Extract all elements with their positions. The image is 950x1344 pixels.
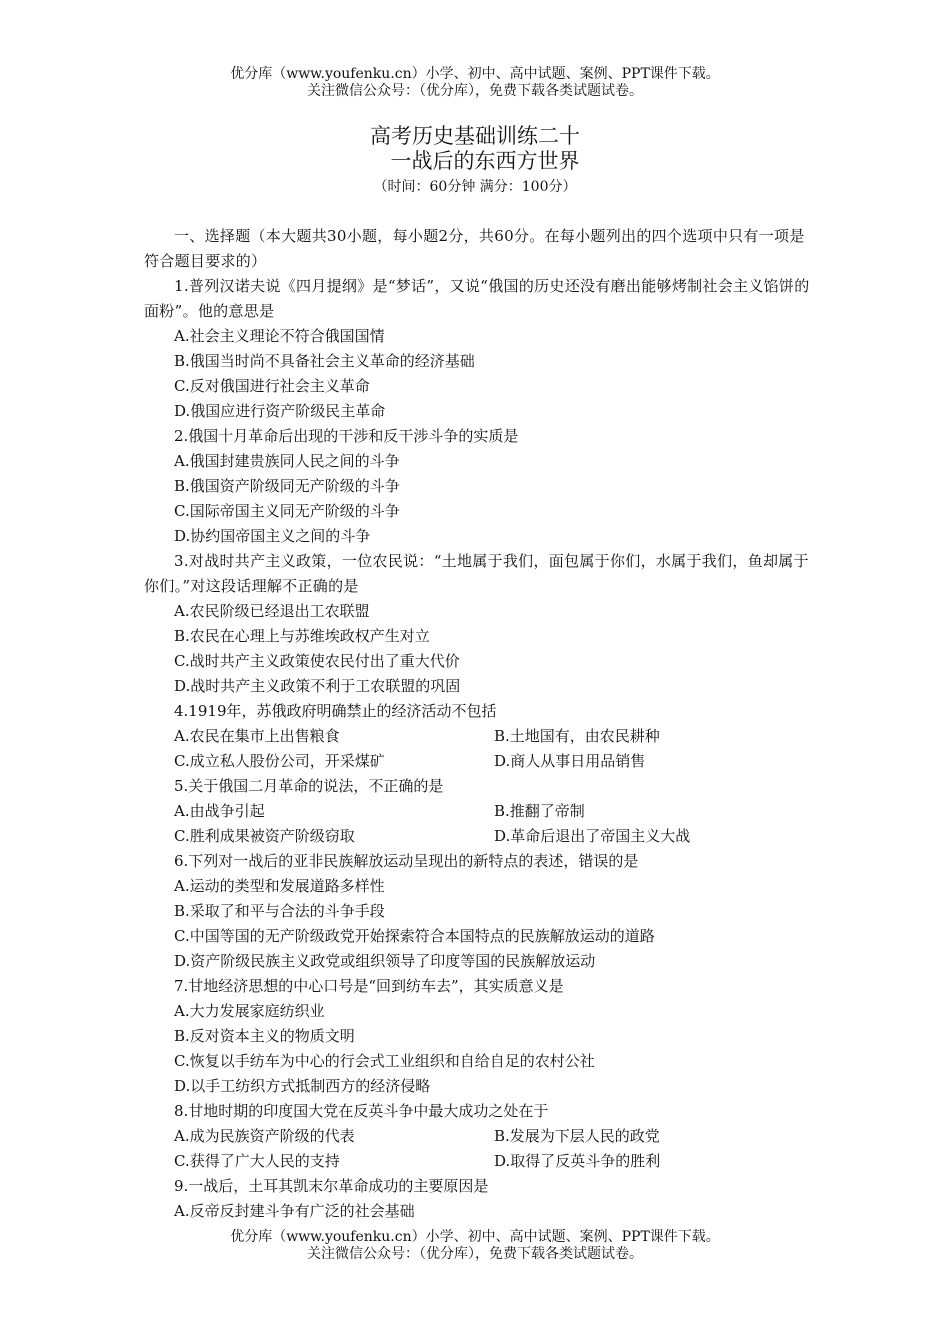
- footer-line-1: 优分库（www.youfenku.cn）小学、初中、高中试题、案例、PPT课件下载。: [230, 1229, 720, 1245]
- question-5-option-b: B.推翻了帝制: [494, 802, 585, 820]
- question-8-option-b: B.发展为下层人民的政党: [494, 1127, 660, 1145]
- exam-meta: （时间：60分钟 满分：100分）: [373, 179, 577, 195]
- question-7-option-d: D.以手工纺织方式抵制西方的经济侵略: [174, 1077, 431, 1095]
- question-2-option-a: A.俄国封建贵族同人民之间的斗争: [174, 452, 400, 470]
- question-8-options-row-2: [144, 1149, 814, 1174]
- question-4-option-d: D.商人从事日用品销售: [494, 752, 646, 770]
- question-8-option-a: A.成为民族资产阶级的代表: [174, 1127, 355, 1145]
- question-8-option-c: C.获得了广大人民的支持: [174, 1152, 340, 1170]
- question-8-options-row-1: [144, 1124, 814, 1149]
- page-footer: [0, 1229, 950, 1263]
- question-2-option-c: C.国际帝国主义同无产阶级的斗争: [174, 502, 400, 520]
- question-3-option-b: B.农民在心理上与苏维埃政权产生对立: [174, 627, 430, 645]
- question-3-option-c: C.战时共产主义政策使农民付出了重大代价: [174, 652, 460, 670]
- question-5-option-a: A.由战争引起: [174, 802, 265, 820]
- question-1-option-b: B.俄国当时尚不具备社会主义革命的经济基础: [174, 352, 475, 370]
- title-block: [0, 124, 950, 198]
- question-5-option-c: C.胜利成果被资产阶级窃取: [174, 827, 355, 845]
- question-6-option-b: B.采取了和平与合法的斗争手段: [174, 902, 385, 920]
- header-line-1: 优分库（www.youfenku.cn）小学、初中、高中试题、案例、PPT课件下载。: [230, 66, 720, 82]
- question-4-option-a: A.农民在集市上出售粮食: [174, 727, 340, 745]
- question-3-option-a: A.农民阶级已经退出工农联盟: [174, 602, 370, 620]
- question-5-option-d: D.革命后退出了帝国主义大战: [494, 827, 691, 845]
- footer-line-2: 关注微信公众号：（优分库），免费下载各类试题试卷。: [307, 1246, 643, 1262]
- question-7-option-a: A.大力发展家庭纺织业: [174, 1002, 325, 1020]
- question-7-option-b: B.反对资本主义的物质文明: [174, 1027, 355, 1045]
- question-8-option-d: D.取得了反英斗争的胜利: [494, 1152, 661, 1170]
- question-5-stem: 5.关于俄国二月革命的说法，不正确的是: [174, 777, 444, 795]
- question-1-option-d: D.俄国应进行资产阶级民主革命: [174, 402, 386, 420]
- question-1-stem: 1.普列汉诺夫说《四月提纲》是“梦话”，又说“俄国的历史还没有磨出能够烤制社会主义馅饼的面粉”。他的意思是: [144, 277, 810, 320]
- question-6-option-a: A.运动的类型和发展道路多样性: [174, 877, 385, 895]
- question-8-stem: 8.甘地时期的印度国大党在反英斗争中最大成功之处在于: [174, 1102, 549, 1120]
- question-9-option-a: A.反帝反封建斗争有广泛的社会基础: [174, 1202, 415, 1220]
- question-2-option-d: D.协约国帝国主义之间的斗争: [174, 527, 371, 545]
- question-4-stem: 4.1919年，苏俄政府明确禁止的经济活动不包括: [174, 702, 497, 720]
- section-intro: 一、选择题（本大题共30小题，每小题2分，共60分。在每小题列出的四个选项中只有一项是符合题目要求的）: [144, 227, 805, 270]
- question-2-option-b: B.俄国资产阶级同无产阶级的斗争: [174, 477, 400, 495]
- page-header: [0, 66, 950, 100]
- question-4-options-row-2: [144, 749, 814, 774]
- question-5-options-row-1: [144, 799, 814, 824]
- question-4-option-c: C.成立私人股份公司，开采煤矿: [174, 752, 385, 770]
- question-5-options-row-2: [144, 824, 814, 849]
- question-6-option-d: D.资产阶级民族主义政党或组织领导了印度等国的民族解放运动: [174, 952, 596, 970]
- header-line-2: 关注微信公众号：（优分库），免费下载各类试题试卷。: [307, 83, 643, 99]
- question-2-stem: 2.俄国十月革命后出现的干涉和反干涉斗争的实质是: [174, 427, 519, 445]
- question-1-option-c: C.反对俄国进行社会主义革命: [174, 377, 370, 395]
- question-7-stem: 7.甘地经济思想的中心口号是“回到纺车去”，其实质意义是: [174, 977, 564, 995]
- question-7-option-c: C.恢复以手纺车为中心的行会式工业组织和自给自足的农村公社: [174, 1052, 595, 1070]
- question-6-option-c: C.中国等国的无产阶级政党开始探索符合本国特点的民族解放运动的道路: [174, 927, 655, 945]
- page-subtitle: 一战后的东西方世界: [390, 149, 580, 173]
- question-content: [144, 224, 814, 1224]
- question-4-option-b: B.土地国有，由农民耕种: [494, 727, 660, 745]
- question-3-stem: 3.对战时共产主义政策，一位农民说：“土地属于我们，面包属于你们，水属于我们，鱼却属于你们。”对这段话理解不正确的是: [144, 552, 809, 595]
- question-9-stem: 9.一战后，土耳其凯末尔革命成功的主要原因是: [174, 1177, 489, 1195]
- page-title: 高考历史基础训练二十: [370, 124, 580, 148]
- question-4-options-row-1: [144, 724, 814, 749]
- question-3-option-d: D.战时共产主义政策不利于工农联盟的巩固: [174, 677, 461, 695]
- question-1-option-a: A.社会主义理论不符合俄国国情: [174, 327, 385, 345]
- question-6-stem: 6.下列对一战后的亚非民族解放运动呈现出的新特点的表述，错误的是: [174, 852, 639, 870]
